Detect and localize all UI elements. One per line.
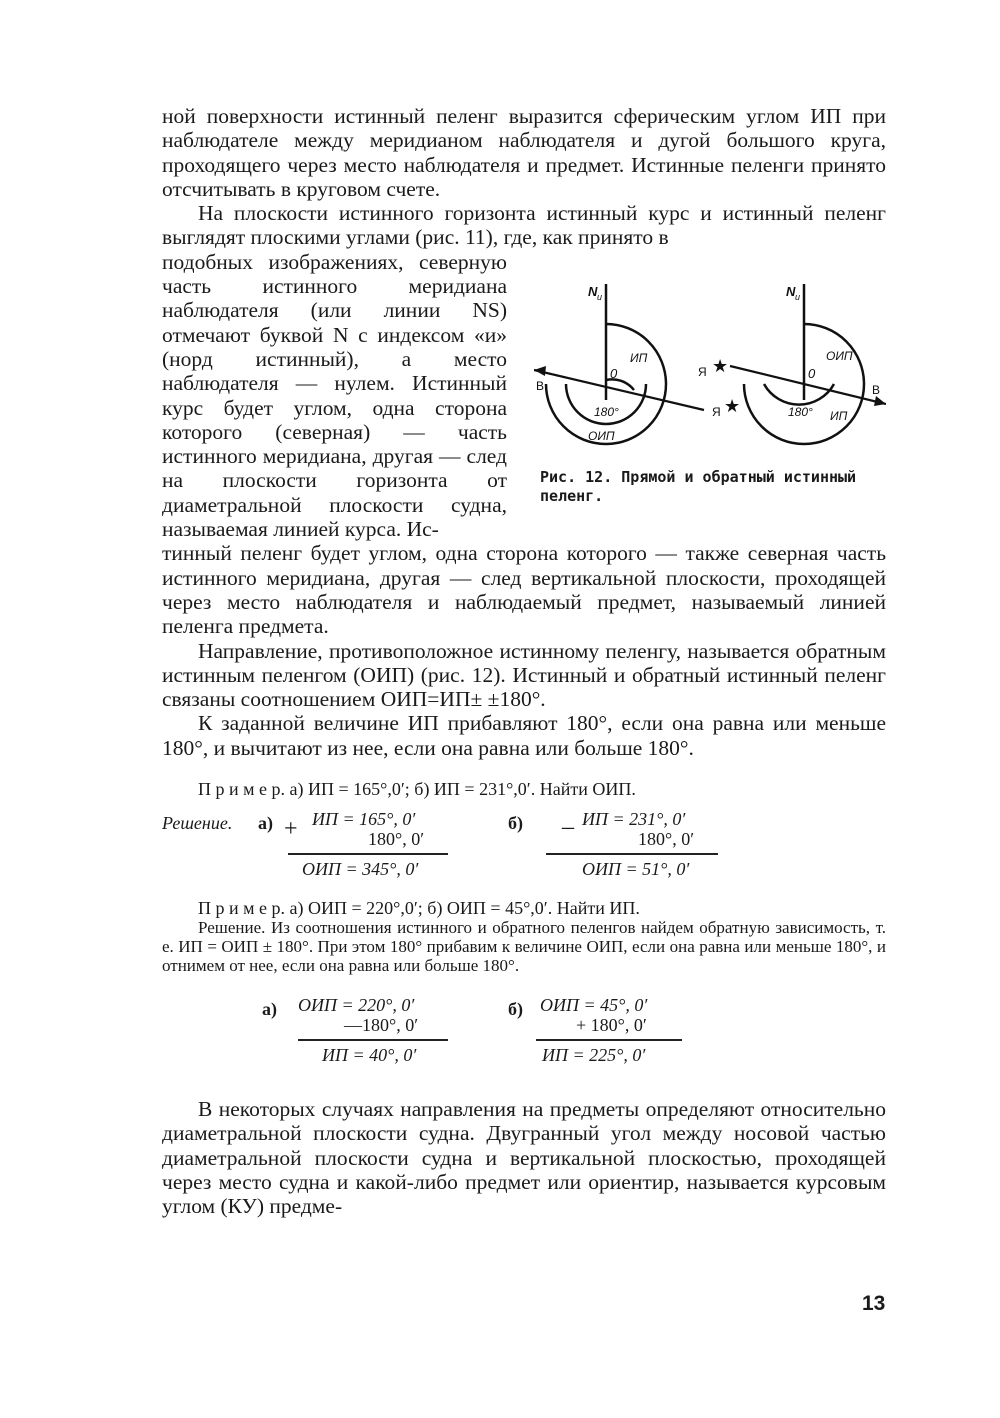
calc2-b-label: б) [508, 999, 523, 1020]
ip-label-left: ИП [630, 351, 648, 365]
calc1-a-line1: ИП = 165°, 0′ [312, 809, 416, 830]
calc2-b-rule [536, 1039, 682, 1041]
svg-text:Я: Я [712, 405, 721, 419]
calc1-b-label: б) [508, 813, 523, 834]
calc2-a-result: ИП = 40°, 0′ [322, 1045, 417, 1066]
calc1-a-line2: 180°, 0′ [368, 829, 425, 850]
page-number: 13 [862, 1292, 886, 1315]
calc1-a-sign: + [284, 816, 298, 843]
north-label-left: N [588, 284, 598, 299]
star-icon: ★ [724, 396, 741, 416]
zero-label-left: 0 [610, 366, 618, 381]
paragraph-5: В некоторых случаях направления на предметы определяют относительно диаметральной плоскости судна. Двугранный угол между носовой частью диаметральной плоскости судна и вертикальной плоскостью, проходящей через место судна и какой-либо предмет или ориентир, называется курсовым углом (КУ) предме- [162, 1097, 886, 1219]
deg180-label-right: 180° [788, 405, 813, 419]
calc2-b-line1: ОИП = 45°, 0′ [540, 995, 648, 1016]
paragraph-4: К заданной величине ИП прибавляют 180°, если она равна или меньше 180°, и вычитают из нее, если она равна или больше 180°. [162, 711, 886, 760]
bearing-line-left [534, 370, 704, 410]
calc2-a-label: а) [262, 999, 277, 1020]
figure-12 [534, 280, 886, 506]
bearing-diagram [534, 280, 886, 460]
calc1-b-sign: _ [562, 806, 574, 833]
calc1-b-line1: ИП = 231°, 0′ [582, 809, 686, 830]
calc2-a-rule [298, 1039, 448, 1041]
example-1: П р и м е р. а) ИП = 165°,0′; б) ИП = 231°,0′. Найти ОИП. [198, 779, 636, 800]
figure-caption: Рис. 12. Прямой и обратный истинный пеленг. [540, 468, 857, 505]
calc2-b-result: ИП = 225°, 0′ [542, 1045, 646, 1066]
paragraph-1: ной поверхности истинный пеленг выразится сферическим углом ИП при наблюдателе между меридианом наблюдателя и дугой большого круга, проходящего через место наблюдателя и предмет. Истинные пеленги принято отсчитывать в круговом счете. [162, 104, 886, 201]
oip-label-left: ОИП [588, 429, 615, 443]
calculation-2 [162, 995, 886, 1075]
paragraph-2-wrapped: подобных изображениях, северную часть истинного меридиана наблюдателя (или линии NS) отмечают буквой N с индексом «и» (норд истинный), а место наблюдателя — нулем. Истинный курс будет углом, одна сторона которого (северная) — часть истинного меридиана, другая — след на плоскости горизонта от диаметральной плоскости судна, называемая линией курса. Ис- [162, 249, 507, 542]
b-label-right: В [872, 383, 881, 397]
calc2-a-line1: ОИП = 220°, 0′ [298, 995, 415, 1016]
svg-text:Я: Я [698, 365, 707, 379]
calc2-a-line2: —180°, 0′ [344, 1015, 419, 1036]
solution-label: Решение. [162, 813, 233, 834]
svg-text:и: и [795, 292, 801, 302]
deg180-label-left: 180° [594, 405, 619, 419]
page-content [162, 104, 886, 1219]
star-icon: ★ [712, 356, 729, 376]
example-2: П р и м е р. а) ОИП = 220°,0′; б) ОИП = 45°,0′. Найти ИП. [198, 898, 640, 919]
oip-label-right: ОИП [826, 349, 853, 363]
calc1-a-label: а) [258, 813, 273, 834]
calc2-b-line2: + 180°, 0′ [576, 1015, 647, 1036]
calc1-a-rule [288, 853, 448, 855]
paragraph-3: Направление, противоположное истинному пеленгу, называется обратным истинным пеленгом (ОИП) (рис. 12). Истинный и обратный истинный пеленг связаны соотношением ОИП=ИП± ±180°. [162, 638, 886, 712]
calc1-b-result: ОИП = 51°, 0′ [582, 859, 690, 880]
solution-2: Решение. Из соотношения истинного и обратного пеленгов найдем обратную зависимость, т. е. ИП = ОИП ± 180°. При этом 180° прибавим к величине ОИП, если она равна или меньше 180°, и отнимем от нее, если она равна или больше 180°. [162, 918, 886, 976]
calculation-1 [162, 806, 886, 885]
wrapped-text-block [162, 250, 507, 542]
calc1-a-result: ОИП = 345°, 0′ [302, 859, 419, 880]
calc1-b-line2: 180°, 0′ [638, 829, 695, 850]
paragraph-2-continued: тинный пеленг будет углом, одна сторона которого — также северная часть истинного меридиана, другая — след вертикальной плоскости, проходящей через место наблюдателя и наблюдаемый предмет, называемый линией пеленга предмета. [162, 541, 886, 639]
paragraph-2-intro: На плоскости истинного горизонта истинный курс и истинный пеленг выглядят плоскими углами (рис. 11), где, как принято в [162, 201, 886, 250]
ip-label-right: ИП [830, 409, 848, 423]
calc1-b-rule [546, 853, 718, 855]
b-label-left: В [536, 379, 545, 393]
svg-text:и: и [597, 292, 603, 302]
zero-label-right: 0 [808, 366, 816, 381]
arc-180-right [764, 384, 834, 405]
north-label-right: N [786, 284, 796, 299]
